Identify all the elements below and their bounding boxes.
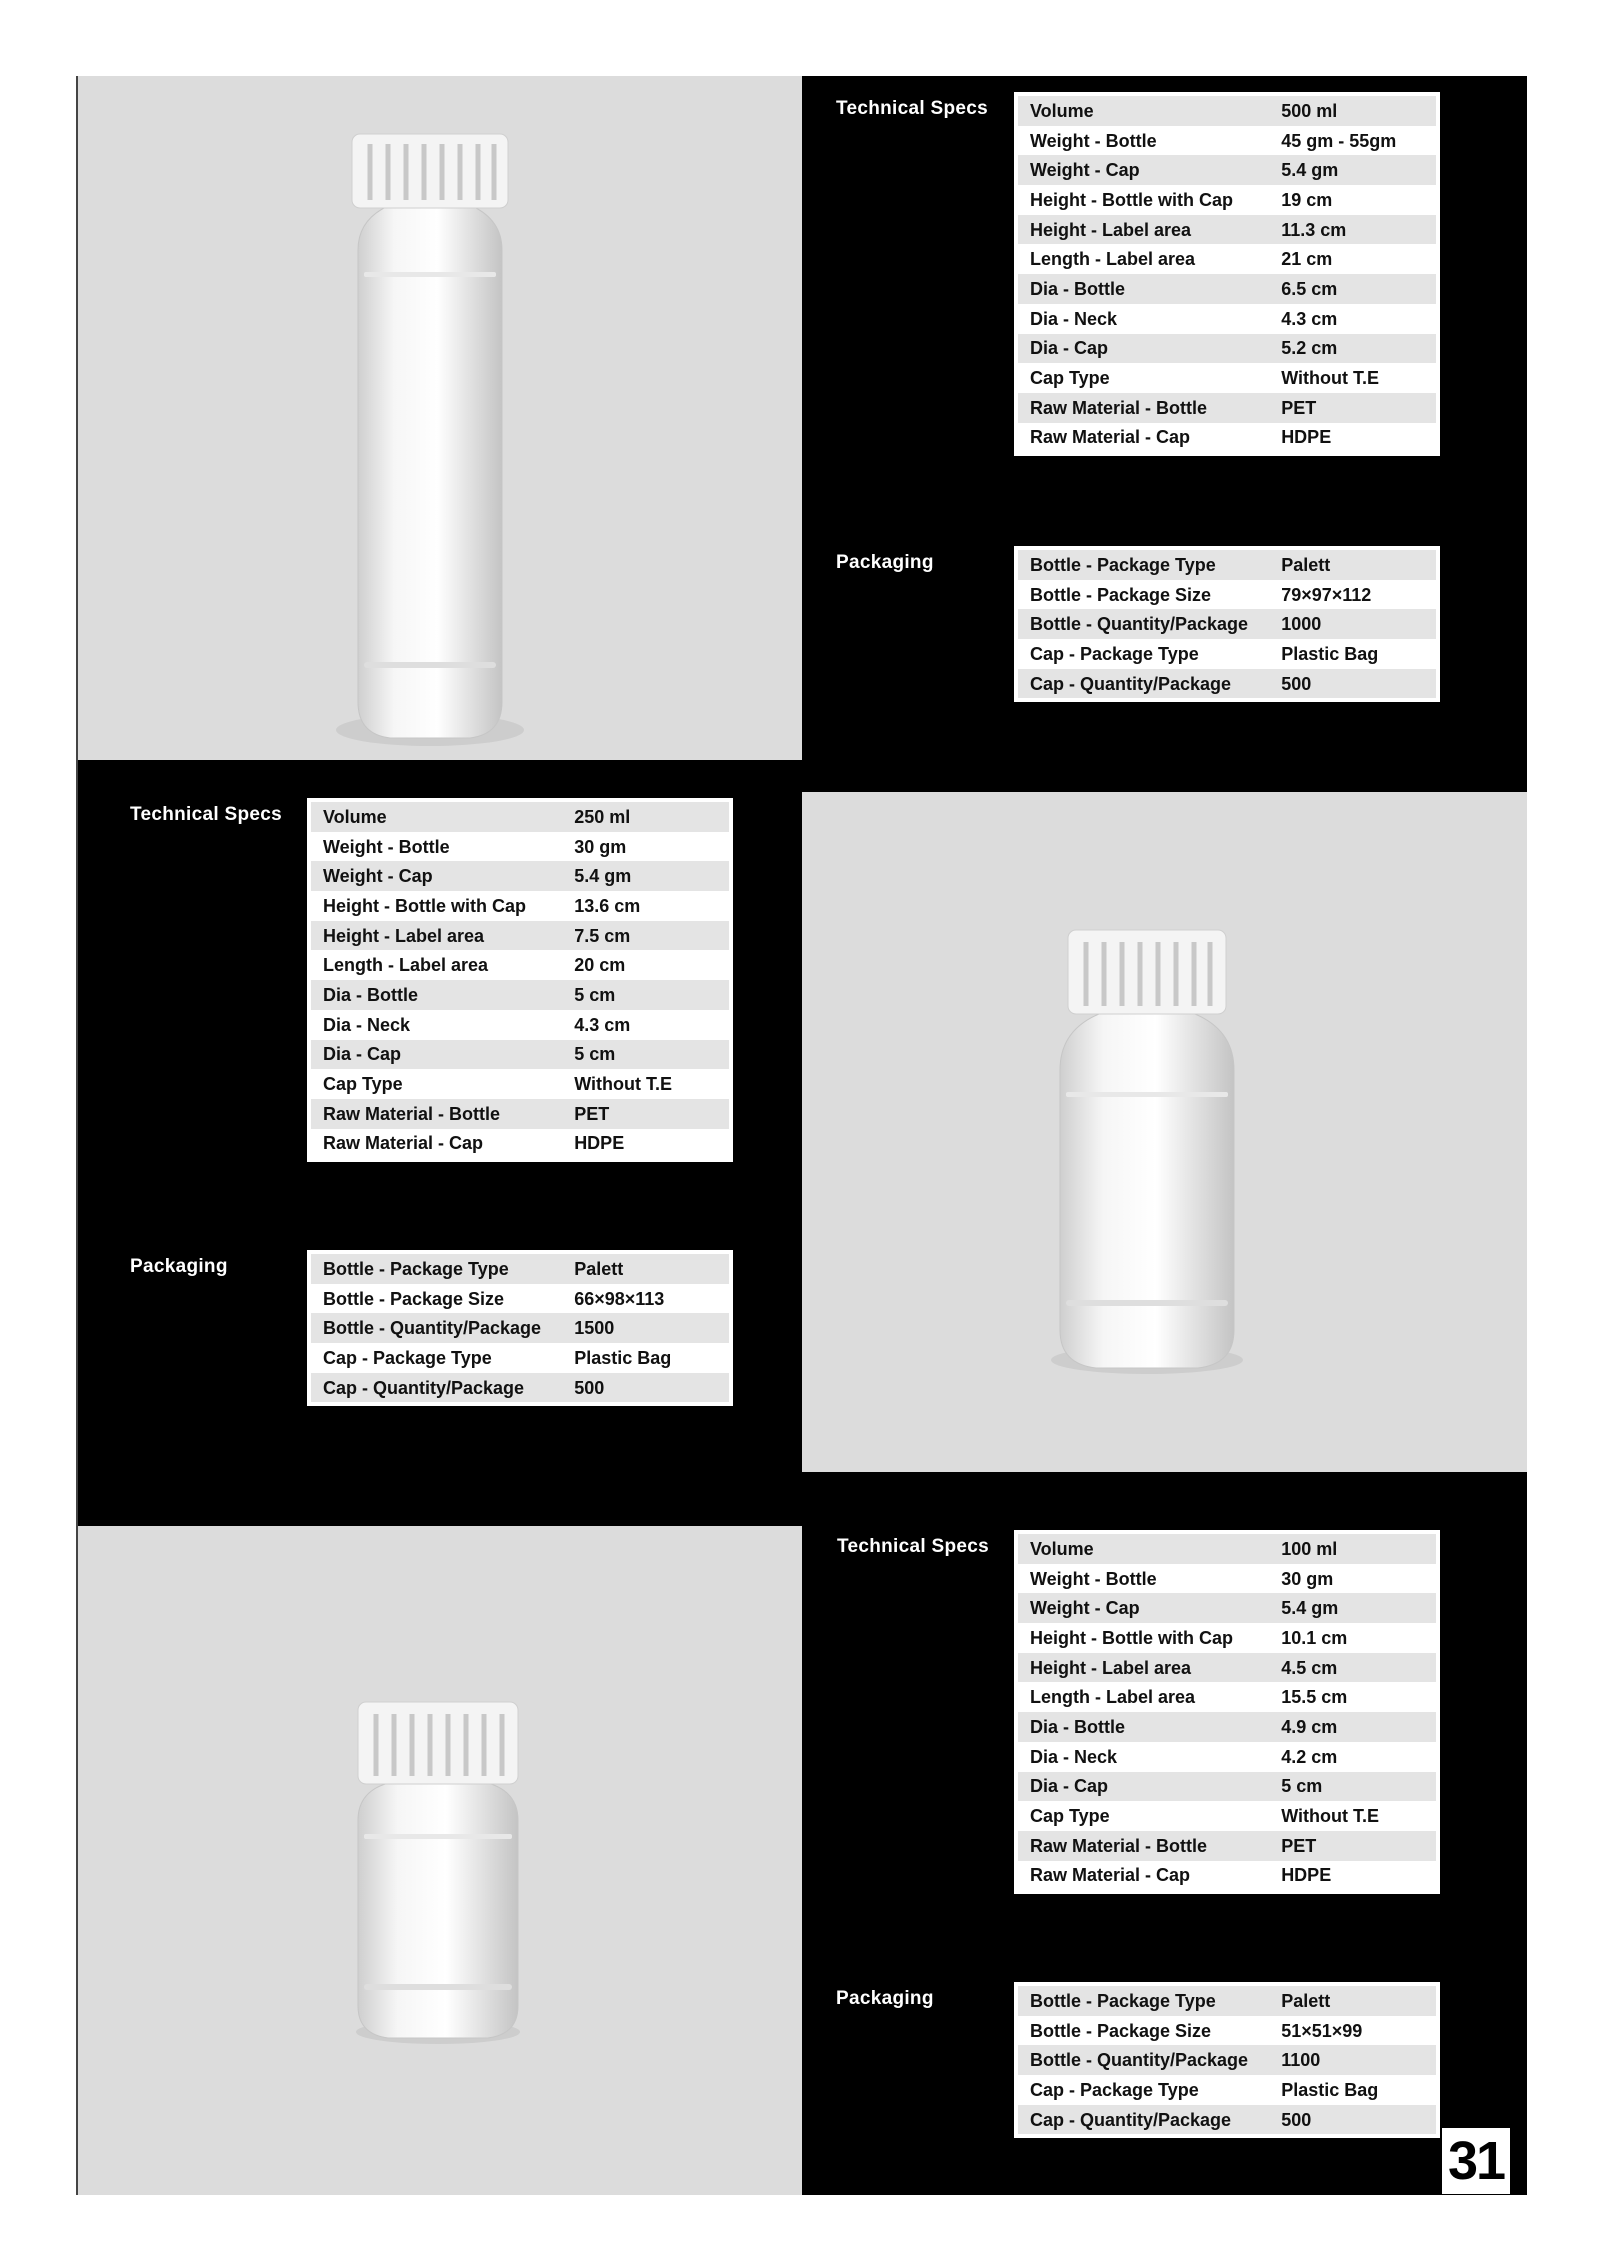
spec-label: Bottle - Quantity/Package	[309, 1313, 562, 1343]
table-row	[309, 1010, 731, 1040]
spec-value: 500	[562, 1373, 731, 1405]
spec-value: 4.5 cm	[1269, 1653, 1438, 1683]
spec-label: Bottle - Package Size	[1016, 2016, 1269, 2046]
spec-value: 20 cm	[562, 950, 731, 980]
spec-label: Raw Material - Cap	[1016, 1861, 1269, 1893]
spec-label: Length - Label area	[1016, 1682, 1269, 1712]
table-row	[1016, 274, 1438, 304]
spec-label: Weight - Cap	[1016, 155, 1269, 185]
spec-value: HDPE	[1269, 1861, 1438, 1893]
spec-label: Dia - Bottle	[1016, 274, 1269, 304]
spec-label: Cap Type	[309, 1069, 562, 1099]
spec-value: Palett	[1269, 1984, 1438, 2016]
table-row	[1016, 185, 1438, 215]
spec-label: Weight - Bottle	[1016, 126, 1269, 156]
technical-specs-table	[1014, 1530, 1440, 1894]
spec-label: Dia - Cap	[309, 1040, 562, 1070]
spec-value: 5.2 cm	[1269, 334, 1438, 364]
table-row	[1016, 1801, 1438, 1831]
table-row	[1016, 1772, 1438, 1802]
table-row	[1016, 2075, 1438, 2105]
table-row	[1016, 304, 1438, 334]
table-row	[1016, 1564, 1438, 1594]
spec-value: Without T.E	[1269, 1801, 1438, 1831]
spec-label: Length - Label area	[309, 950, 562, 980]
spec-label: Bottle - Package Type	[1016, 548, 1269, 580]
technical-specs-heading: Technical Specs	[837, 1536, 989, 1557]
spec-label: Weight - Bottle	[309, 832, 562, 862]
table-row	[1016, 1653, 1438, 1683]
spec-label: Dia - Bottle	[309, 980, 562, 1010]
spec-value: 19 cm	[1269, 185, 1438, 215]
spec-value: Plastic Bag	[1269, 2075, 1438, 2105]
spec-value: Without T.E	[1269, 363, 1438, 393]
table-row	[309, 950, 731, 980]
spec-label: Bottle - Package Type	[1016, 1984, 1269, 2016]
spec-label: Weight - Cap	[309, 861, 562, 891]
packaging-table	[1014, 546, 1440, 702]
table-row	[309, 1313, 731, 1343]
product-info-250ml	[78, 760, 802, 1526]
spec-label: Weight - Cap	[1016, 1593, 1269, 1623]
table-row	[1016, 334, 1438, 364]
spec-label: Cap - Quantity/Package	[309, 1373, 562, 1405]
spec-value: 5 cm	[562, 1040, 731, 1070]
spec-value: 13.6 cm	[562, 891, 731, 921]
spec-label: Dia - Cap	[1016, 334, 1269, 364]
spec-value: HDPE	[562, 1129, 731, 1161]
spec-label: Raw Material - Cap	[309, 1129, 562, 1161]
table-row	[309, 832, 731, 862]
packaging-heading: Packaging	[130, 1256, 228, 1277]
spec-label: Weight - Bottle	[1016, 1564, 1269, 1594]
spec-value: Plastic Bag	[562, 1343, 731, 1373]
spec-value: 30 gm	[562, 832, 731, 862]
table-row	[1016, 1623, 1438, 1653]
spec-value: 500	[1269, 669, 1438, 701]
page-number: 31	[1442, 2128, 1510, 2194]
spec-value: 15.5 cm	[1269, 1682, 1438, 1712]
spec-value: Palett	[562, 1252, 731, 1284]
spec-value: 250 ml	[562, 800, 731, 832]
spec-label: Cap - Package Type	[309, 1343, 562, 1373]
table-row	[309, 861, 731, 891]
table-row	[1016, 1593, 1438, 1623]
spec-value: HDPE	[1269, 423, 1438, 455]
table-row	[1016, 1682, 1438, 1712]
spec-value: 21 cm	[1269, 244, 1438, 274]
catalog-sheet	[76, 76, 1527, 2195]
spec-value: 30 gm	[1269, 1564, 1438, 1594]
table-row	[309, 1129, 731, 1161]
spec-value: 1100	[1269, 2045, 1438, 2075]
spec-label: Dia - Neck	[1016, 304, 1269, 334]
spec-value: PET	[1269, 393, 1438, 423]
spec-value: 51×51×99	[1269, 2016, 1438, 2046]
table-row	[309, 1069, 731, 1099]
spec-label: Height - Bottle with Cap	[1016, 185, 1269, 215]
product-photo-100ml	[78, 1526, 802, 2195]
product-info-500ml	[802, 76, 1527, 760]
spec-value: Plastic Bag	[1269, 639, 1438, 669]
spec-value: 5 cm	[1269, 1772, 1438, 1802]
table-row	[1016, 423, 1438, 455]
spec-label: Volume	[1016, 94, 1269, 126]
table-row	[1016, 1831, 1438, 1861]
table-row	[309, 800, 731, 832]
table-row	[1016, 609, 1438, 639]
spec-value: 5.4 gm	[1269, 1593, 1438, 1623]
table-row	[309, 1099, 731, 1129]
technical-specs-heading: Technical Specs	[130, 804, 282, 825]
spec-label: Raw Material - Cap	[1016, 423, 1269, 455]
table-row	[309, 1373, 731, 1405]
spec-value: 1500	[562, 1313, 731, 1343]
spec-label: Bottle - Quantity/Package	[1016, 609, 1269, 639]
table-row	[1016, 580, 1438, 610]
spec-label: Height - Label area	[1016, 215, 1269, 245]
packaging-heading: Packaging	[836, 1988, 934, 2009]
spec-label: Length - Label area	[1016, 244, 1269, 274]
packaging-heading: Packaging	[836, 552, 934, 573]
spec-label: Cap - Package Type	[1016, 2075, 1269, 2105]
spec-label: Raw Material - Bottle	[1016, 1831, 1269, 1861]
table-row	[309, 980, 731, 1010]
spec-label: Cap Type	[1016, 363, 1269, 393]
table-row	[1016, 2045, 1438, 2075]
bottle-image-100ml	[348, 1694, 528, 2048]
spec-value: 4.3 cm	[1269, 304, 1438, 334]
spec-value: PET	[1269, 1831, 1438, 1861]
product-photo-250ml	[802, 792, 1527, 1472]
spec-label: Bottle - Package Size	[309, 1284, 562, 1314]
spec-label: Dia - Neck	[309, 1010, 562, 1040]
spec-value: 500	[1269, 2105, 1438, 2137]
spec-label: Cap - Quantity/Package	[1016, 669, 1269, 701]
table-row	[1016, 215, 1438, 245]
table-row	[1016, 548, 1438, 580]
spec-label: Height - Bottle with Cap	[1016, 1623, 1269, 1653]
spec-value: 4.2 cm	[1269, 1742, 1438, 1772]
spec-label: Height - Bottle with Cap	[309, 891, 562, 921]
table-row	[1016, 1712, 1438, 1742]
spec-value: 10.1 cm	[1269, 1623, 1438, 1653]
spec-label: Raw Material - Bottle	[1016, 393, 1269, 423]
spec-value: Palett	[1269, 548, 1438, 580]
spec-label: Bottle - Package Size	[1016, 580, 1269, 610]
table-row	[309, 891, 731, 921]
spec-value: 5.4 gm	[1269, 155, 1438, 185]
technical-specs-table	[1014, 92, 1440, 456]
spec-label: Volume	[1016, 1532, 1269, 1564]
spec-label: Raw Material - Bottle	[309, 1099, 562, 1129]
spec-value: 1000	[1269, 609, 1438, 639]
spec-label: Dia - Neck	[1016, 1742, 1269, 1772]
table-row	[309, 1040, 731, 1070]
spec-label: Dia - Bottle	[1016, 1712, 1269, 1742]
spec-value: 45 gm - 55gm	[1269, 126, 1438, 156]
spec-value: 11.3 cm	[1269, 215, 1438, 245]
spec-value: Without T.E	[562, 1069, 731, 1099]
technical-specs-table	[307, 798, 733, 1162]
table-row	[1016, 393, 1438, 423]
table-row	[309, 1252, 731, 1284]
spec-label: Height - Label area	[309, 921, 562, 951]
table-row	[309, 1343, 731, 1373]
table-row	[1016, 2016, 1438, 2046]
spec-label: Bottle - Package Type	[309, 1252, 562, 1284]
spec-value: 6.5 cm	[1269, 274, 1438, 304]
table-row	[1016, 363, 1438, 393]
table-row	[1016, 639, 1438, 669]
spec-label: Bottle - Quantity/Package	[1016, 2045, 1269, 2075]
table-row	[1016, 155, 1438, 185]
spec-value: 500 ml	[1269, 94, 1438, 126]
spec-label: Volume	[309, 800, 562, 832]
spec-label: Cap Type	[1016, 1801, 1269, 1831]
bottle-image-250ml	[1042, 920, 1252, 1380]
table-row	[1016, 2105, 1438, 2137]
product-info-100ml	[802, 1526, 1527, 2195]
spec-value: 5 cm	[562, 980, 731, 1010]
table-row	[1016, 1742, 1438, 1772]
table-row	[309, 921, 731, 951]
table-row	[1016, 126, 1438, 156]
spec-label: Dia - Cap	[1016, 1772, 1269, 1802]
table-row	[1016, 1861, 1438, 1893]
spec-value: 66×98×113	[562, 1284, 731, 1314]
packaging-table	[307, 1250, 733, 1406]
spec-value: 4.3 cm	[562, 1010, 731, 1040]
spec-value: 7.5 cm	[562, 921, 731, 951]
table-row	[1016, 1984, 1438, 2016]
spec-label: Cap - Quantity/Package	[1016, 2105, 1269, 2137]
packaging-table	[1014, 1982, 1440, 2138]
bottle-image-500ml	[330, 122, 530, 754]
technical-specs-heading: Technical Specs	[836, 98, 988, 119]
product-photo-500ml	[78, 76, 802, 760]
table-row	[1016, 244, 1438, 274]
spec-value: 4.9 cm	[1269, 1712, 1438, 1742]
table-row	[1016, 1532, 1438, 1564]
table-row	[1016, 669, 1438, 701]
spec-value: PET	[562, 1099, 731, 1129]
spec-value: 100 ml	[1269, 1532, 1438, 1564]
table-row	[309, 1284, 731, 1314]
spec-value: 5.4 gm	[562, 861, 731, 891]
spec-label: Cap - Package Type	[1016, 639, 1269, 669]
spec-value: 79×97×112	[1269, 580, 1438, 610]
table-row	[1016, 94, 1438, 126]
spec-label: Height - Label area	[1016, 1653, 1269, 1683]
